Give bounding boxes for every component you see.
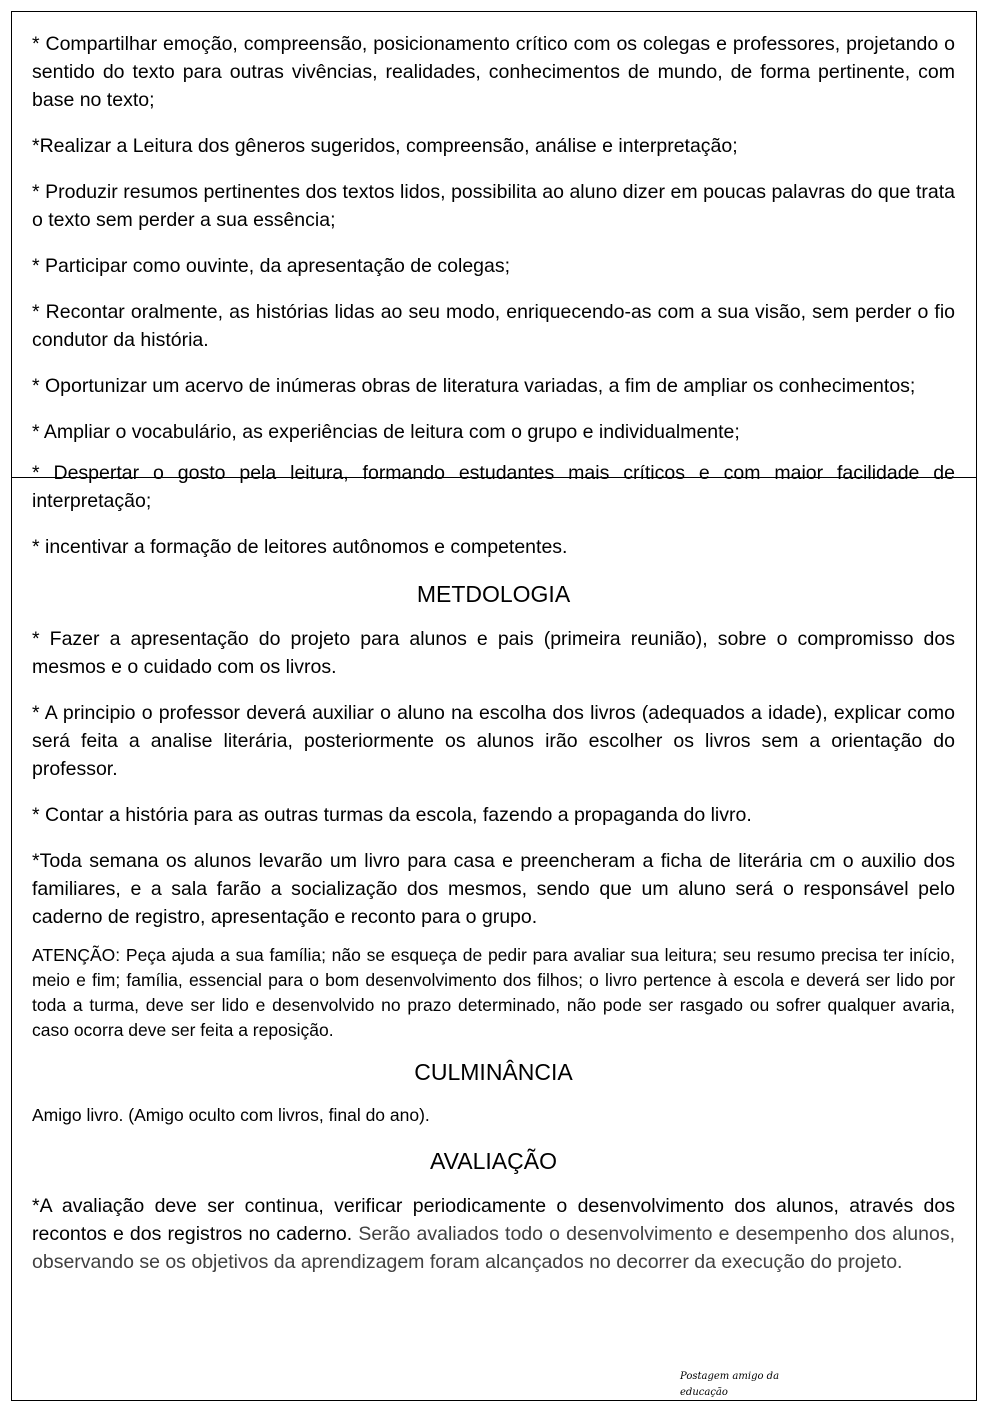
signature-watermark: Postagem amigo da educação [680, 1371, 780, 1398]
section-heading-metodologia: METDOLOGIA [416, 581, 571, 607]
section-heading-culminancia: CULMINÂNCIA [414, 1059, 573, 1085]
objective-item: * Ampliar o vocabulário, as experiências de leitura com o grupo e individualmente; [32, 421, 740, 443]
objective-item: * incentivar a formação de leitores autônomos e competentes. [32, 536, 568, 558]
method-item: *Toda semana os alunos levarão um livro para casa e preencheram a ficha de literária cm o auxilio dos familiares, e a sala farão a socialização dos mesmos, sendo que um aluno será o responsável pelo caderno de registro, apresentação e reconto para o grupo. [32, 850, 955, 928]
objective-item: * Produzir resumos pertinentes dos textos lidos, possibilita ao aluno dizer em poucas palavras do que trata o texto sem perder a sua essência; [32, 181, 955, 231]
section-heading-avaliacao: AVALIAÇÃO [430, 1148, 557, 1174]
avaliacao-text [32, 1192, 955, 1276]
objective-item: * Compartilhar emoção, compreensão, posicionamento crítico com os colegas e professores, projetando o sentido do texto para outras vivências, realidades, conhecimentos de mundo, de forma pertinente, com base no texto; [32, 33, 955, 111]
document-body [32, 30, 955, 1294]
objective-item: * Participar como ouvinte, da apresentação de colegas; [32, 255, 511, 277]
objective-item: * Despertar o gosto pela leitura, formando estudantes mais críticos e com maior facilidade de interpretação; [32, 462, 955, 512]
attention-note: ATENÇÃO: Peça ajuda a sua família; não se esqueça de pedir para avaliar sua leitura; seu resumo precisa ter início, meio e fim; família, essencial para o bom desenvolvimento dos filhos; o livro pertence à escola e deverá ser lido por toda a turma, deve ser lido e desenvolvido no prazo determinado, não pode ser rasgado ou sofrer qualquer avaria, caso ocorra deve ser feita a reposição. [32, 945, 955, 1040]
method-item: * A principio o professor deverá auxiliar o aluno na escolha dos livros (adequados a idade), explicar como será feita a analise literária, posteriormente os alunos irão escolher os livros sem a orientação do professor. [32, 702, 955, 780]
objective-item: * Recontar oralmente, as histórias lidas ao seu modo, enriquecendo-as com a sua visão, sem perder o fio condutor da história. [32, 301, 955, 351]
avaliacao-text-secondary: Serão avaliados todo o desenvolvimento e desempenho dos alunos, observando se os objetivos da aprendizagem foram alcançados no decorrer da execução do projeto. [32, 1223, 955, 1273]
avaliacao-text-main: *A avaliação deve ser continua, verificar periodicamente o desenvolvimento dos alunos, através dos recontos e dos registros no caderno. [32, 1195, 955, 1245]
method-item: * Contar a história para as outras turmas da escola, fazendo a propaganda do livro. [32, 804, 752, 826]
objective-item: *Realizar a Leitura dos gêneros sugeridos, compreensão, análise e interpretação; [32, 135, 738, 157]
method-item: * Fazer a apresentação do projeto para alunos e pais (primeira reunião), sobre o compromisso dos mesmos e o cuidado com os livros. [32, 628, 955, 678]
culminancia-text: Amigo livro. (Amigo oculto com livros, final do ano). [32, 1105, 430, 1125]
objective-item: * Oportunizar um acervo de inúmeras obras de literatura variadas, a fim de ampliar os conhecimentos; [32, 375, 916, 397]
